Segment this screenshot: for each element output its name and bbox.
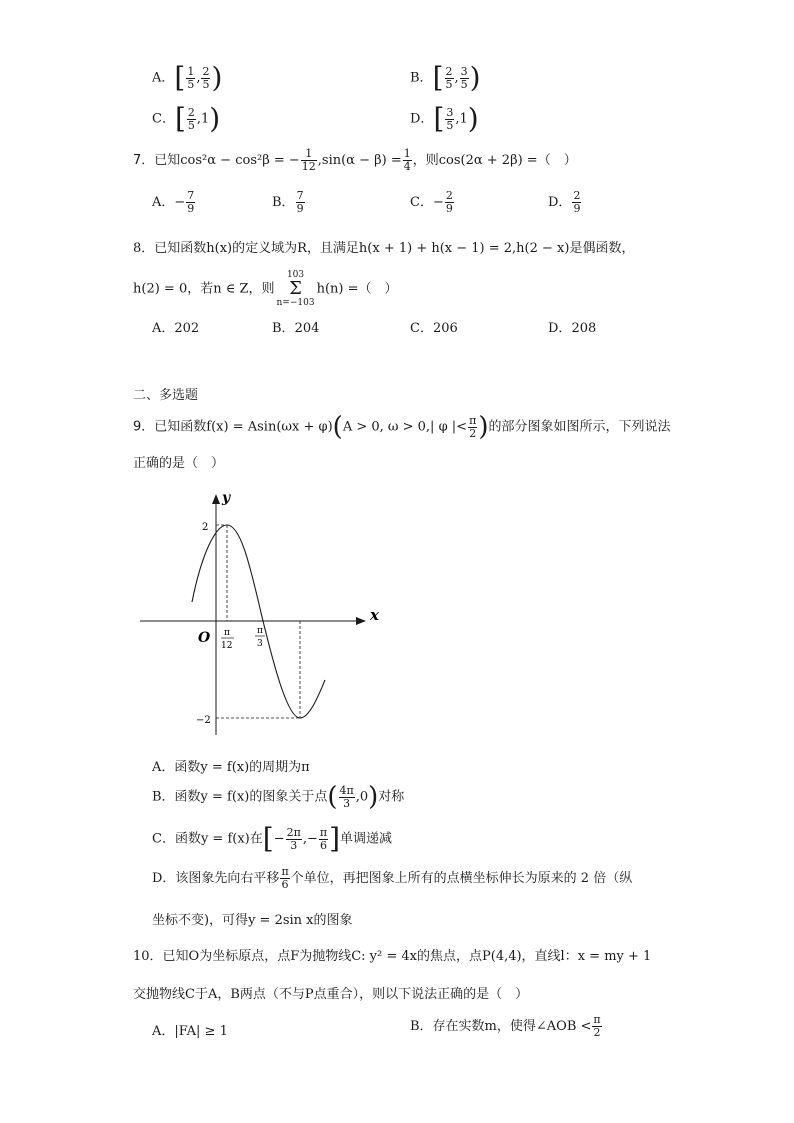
y-tick-neg2: −2	[196, 715, 211, 726]
q9-graph	[130, 480, 390, 750]
q10-stem-line2: 交抛物线C于A，B两点（不与P点重合），则以下说法正确的是（ ）	[133, 987, 529, 1002]
q9-stem-line1: 9．已知函数f(x) = Asin(ωx + φ)(A > 0, ω > 0,| φ |< $\frac{\pi}{2}$ )的部分图象如图所示，下列说法	[133, 412, 671, 442]
q10-option-a: A．|FA| ≥ 1	[152, 1024, 228, 1039]
q9-option-b: B．函数y = f(x)的图象关于点( $\frac{4\pi}{3}$ ,0)对称	[152, 782, 405, 812]
q6-option-a: A．[ $\frac{1}{5}$ , $\frac{2}{5}$ )	[152, 61, 223, 94]
q8-option-c: C．206	[410, 321, 458, 336]
q6-option-c: C．[ $\frac{2}{5}$ ,1)	[152, 102, 221, 135]
q6-option-d: D．[ $\frac{3}{5}$ ,1)	[410, 102, 479, 135]
y-tick-2: 2	[202, 522, 209, 533]
q7-option-c: C．− $\frac{2}{9}$	[410, 189, 453, 215]
q9-stem-line2: 正确的是（ ）	[133, 456, 225, 471]
q7-option-a: A．− $\frac{7}{9}$	[152, 189, 195, 215]
q8-stem-line2: h(2) = 0，若n ∈ Z，则103 Σ n=−103h(n) =（ ）	[133, 270, 398, 308]
q8-option-b: B．204	[272, 321, 320, 336]
x-tick-pi3-num: π	[257, 626, 263, 636]
q6-option-b: B．[ $\frac{2}{5}$ , $\frac{3}{5}$ )	[410, 61, 481, 94]
q7-stem: 7．已知cos²α − cos²β = − $\frac{1}{12}$ ,sin(α − β) = $\frac{1}{4}$ ，则cos(2α + 2β) =（ ）	[133, 147, 577, 173]
x-tick-pi3-den: 3	[257, 639, 263, 649]
x-tick-pi12-num: π	[224, 628, 230, 638]
q10-option-b: B．存在实数m，使得∠AOB < $\frac{\pi}{2}$	[410, 1013, 601, 1039]
q9-option-c: C．函数y = f(x)在[− $\frac{2\pi}{3}$ ,− $\frac{\pi}{6}$ ]单调递减	[152, 822, 393, 855]
section-heading: 二、多选题	[133, 388, 199, 403]
origin-label: O	[198, 630, 211, 646]
q8-stem-line1: 8．已知函数h(x)的定义域为R，且满足h(x + 1) + h(x − 1) = 2,h(2 − x)是偶函数，	[133, 241, 635, 256]
q9-option-d-line2: 坐标不变)，可得y = 2sin x的图象	[152, 913, 353, 928]
y-axis-label: y	[222, 490, 231, 506]
q8-option-d: D．208	[548, 321, 597, 336]
q10-stem-line1: 10．已知O为坐标原点，点F为抛物线C: y² = 4x的焦点，点P(4,4)，直线l：x = my + 1	[133, 949, 652, 964]
q9-option-a: A．函数y = f(x)的周期为π	[152, 760, 310, 775]
x-tick-pi12-den: 12	[221, 641, 233, 651]
y-axis-arrow-icon	[212, 494, 220, 504]
q8-option-a: A．202	[152, 321, 200, 336]
q7-option-d: D． $\frac{2}{9}$	[548, 189, 581, 215]
q9-option-d-line1: D．该图象先向右平移 $\frac{\pi}{6}$ 个单位，再把图象上所有的点横坐标伸长为原来的 2 倍（纵	[152, 865, 633, 891]
x-axis-label: x	[370, 606, 379, 624]
q7-option-b: B． $\frac{7}{9}$	[272, 189, 304, 215]
x-axis-arrow-icon	[356, 617, 366, 625]
